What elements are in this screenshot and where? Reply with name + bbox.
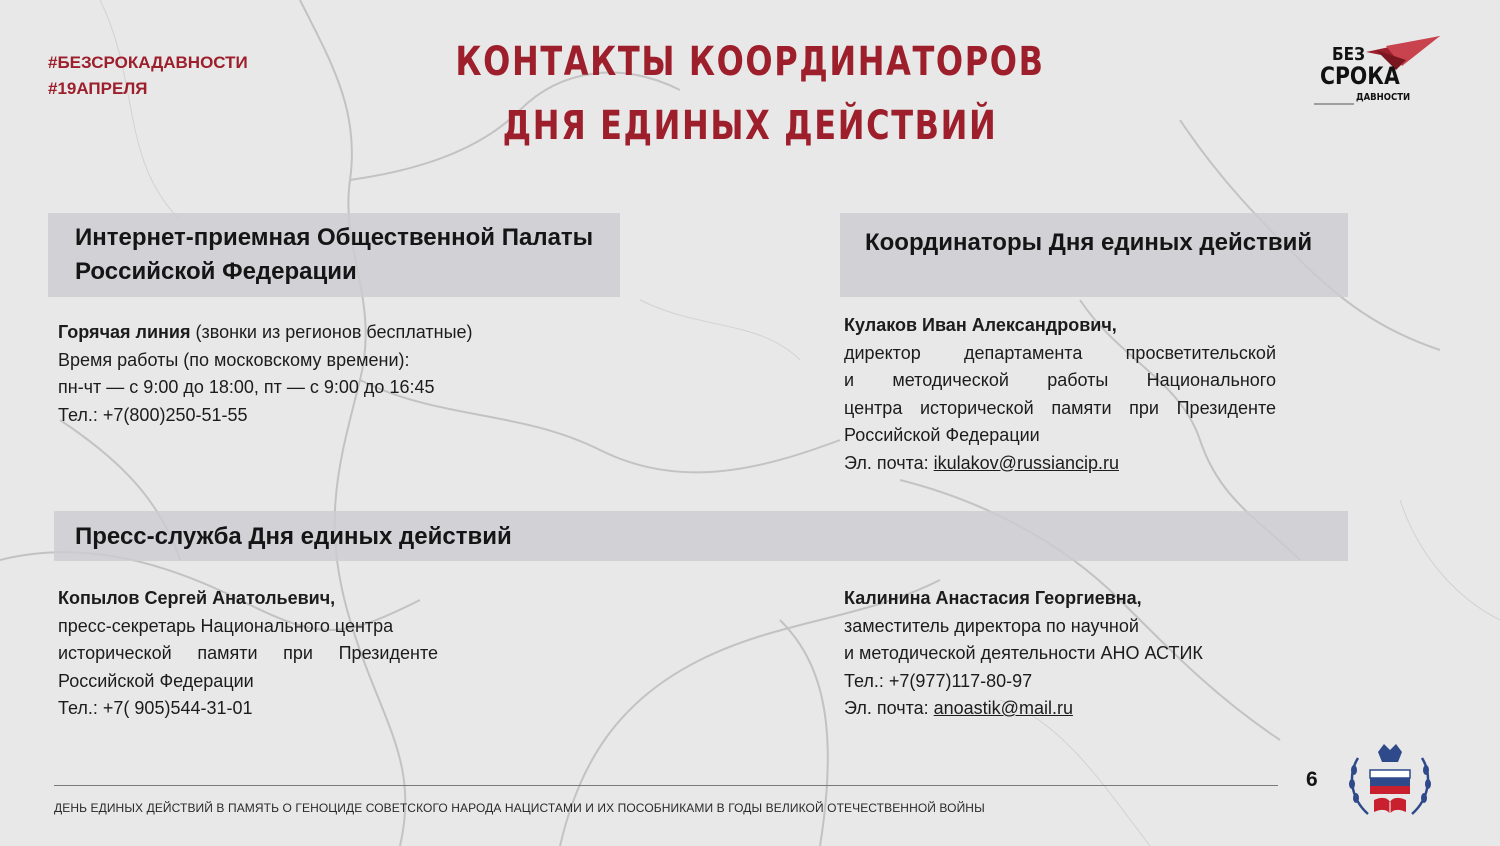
coordinator-desc-4: Российской Федерации [844,425,1040,445]
hotline-heading-line-2: Российской Федерации [75,258,357,285]
coordinator-email-label: Эл. почта: [844,452,934,473]
press-contact-right [844,585,1203,723]
coordinator-email-link[interactable]: ikulakov@russiancip.ru [933,452,1119,473]
emblem-icon [1344,738,1436,826]
hotline-panel [48,213,620,297]
logo-line-3: ДАВНОСТИ [1356,92,1411,103]
logo-line-1: БЕЗ [1332,44,1365,65]
press-right-email-label: Эл. почта: [844,698,934,718]
press-left-phone: Тел.: +7( 905)544-31-01 [58,698,253,718]
page-title-line-2: ДНЯ ЕДИНЫХ ДЕЙСТВИЙ [502,103,998,149]
press-contact-left [58,585,438,723]
coordinator-contact [844,312,1276,477]
footer-text: ДЕНЬ ЕДИНЫХ ДЕЙСТВИЙ В ПАМЯТЬ О ГЕНОЦИДЕ СОВЕТСКОГО НАРОДА НАЦИСТАМИ И ИХ ПОСОБНИКАМИ В ГОДЫ ВЕЛИКОЙ ОТЕЧЕСТВЕННОЙ ВОЙНЫ [54,801,985,815]
hotline-hours-title: Время работы (по московскому времени): [58,349,410,370]
hotline-label: Горячая линия [58,322,191,342]
hotline-info [58,319,473,429]
press-right-name: Калинина Анастасия Георгиевна, [844,588,1142,608]
hotline-hours: пн-чт — с 9:00 до 18:00, пт — с 9:00 до 16:45 [58,377,435,397]
hotline-heading-line-1: Интернет-приемная Общественной Палаты [75,224,594,251]
coordinator-name: Кулаков Иван Александрович, [844,315,1117,335]
press-heading: Пресс-служба Дня единых действий [75,523,512,550]
hashtag-2: #19АПРЕЛЯ [48,79,148,98]
press-left-name: Копылов Сергей Анатольевич, [58,588,336,608]
footer-divider [54,785,1278,786]
press-right-desc-2: и методической деятельности АНО АСТИК [844,643,1203,663]
press-right-email-link[interactable]: anoastik@mail.ru [933,698,1073,718]
press-left-desc-1: пресс-секретарь Национального центра [58,615,394,636]
hotline-note: (звонки из регионов бесплатные) [190,322,473,342]
page-title-line-1: КОНТАКТЫ КООРДИНАТОРОВ [455,39,1045,85]
press-panel [54,511,1348,561]
hotline-phone: Тел.: +7(800)250-51-55 [58,404,248,425]
hashtag-1: #БЕЗСРОКАДАВНОСТИ [48,53,248,72]
coordinators-heading: Координаторы Дня единых действий [865,229,1313,256]
coordinators-panel [840,213,1348,297]
press-left-desc-2: исторической памяти при Президенте [58,643,438,663]
coordinator-desc-2: и методической работы Национального [844,370,1276,390]
logo-line-2: СРОКА [1320,62,1400,90]
press-right-desc-1: заместитель директора по научной [844,615,1139,636]
coordinator-desc-1: директор департамента просветительской [844,342,1276,363]
page-number: 6 [1306,768,1318,791]
bez-sroka-logo [1306,30,1442,112]
press-left-desc-3: Российской Федерации [58,670,254,691]
page-title [150,30,1350,158]
coordinator-desc-3: центра исторической памяти при Президенте [844,397,1276,418]
press-right-phone: Тел.: +7(977)117-80-97 [844,670,1033,691]
